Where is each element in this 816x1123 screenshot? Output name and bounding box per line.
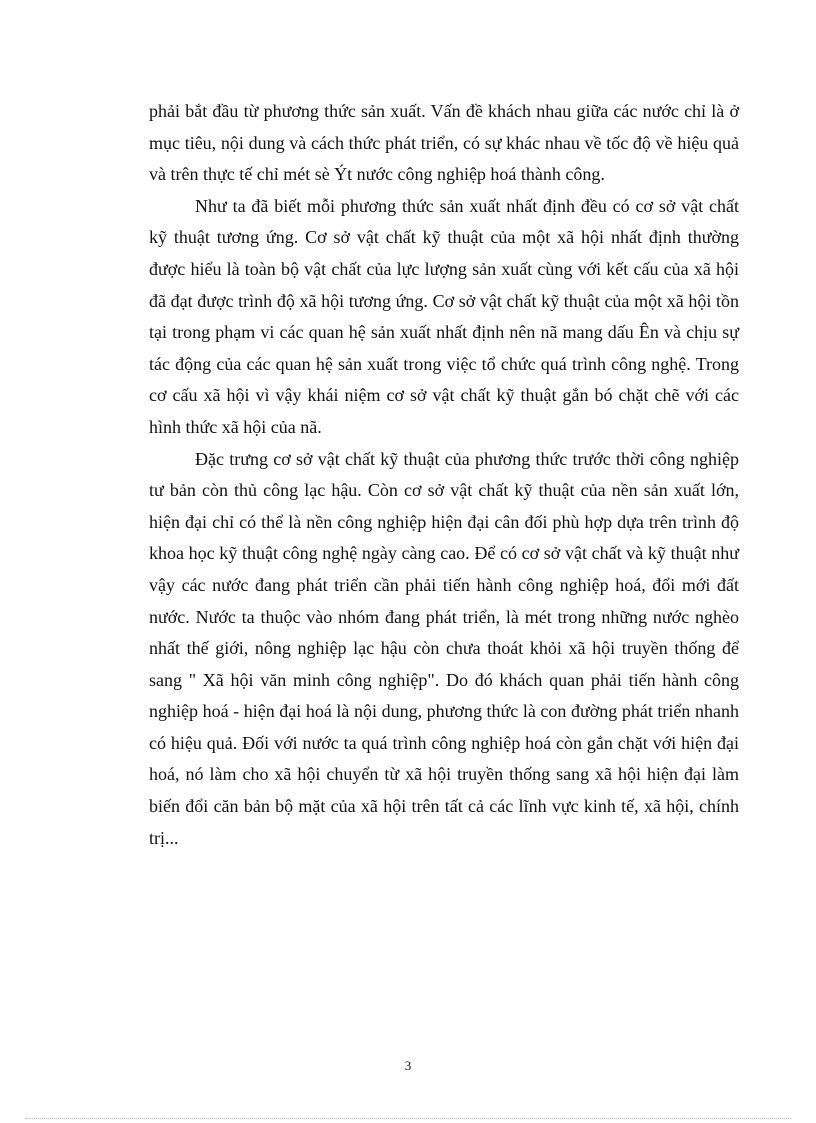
paragraph-continued: phải bắt đầu từ phương thức sản xuất. Vấn đề khách nhau giữa các nước chỉ là ở mục tiêu, nội dung và cách thức phát triển, có sự khác nhau về tốc độ về hiệu quả và trên thực tế chỉ mét sè Ýt nước công nghiệp hoá thành công. <box>149 101 739 185</box>
paragraph-characteristics: Đặc trưng cơ sở vật chất kỹ thuật của phương thức trước thời công nghiệp tư bản còn thủ công lạc hậu. Còn cơ sở vật chất kỹ thuật của nền sản xuất lớn, hiện đại chỉ có thể là nền công nghiệp hiện đại cân đối phù hợp dựa trên trình độ khoa học kỹ thuật công nghệ ngày càng cao. Để có cơ sở vật chất và kỹ thuật như vậy các nước đang phát triển cần phải tiến hành công nghiệp hoá, đổi mới đất nước. Nước ta thuộc vào nhóm đang phát triển, là mét trong những nước nghèo nhất thế giới, nông nghiệp lạc hậu còn chưa thoát khỏi xã hội truyền thống để sang " Xã hội văn minh công nghiệp". Do đó khách quan phải tiến hành công nghiệp hoá - hiện đại hoá là nội dung, phương thức là con đường phát triển nhanh có hiệu quả. Đối với nước ta quá trình công nghiệp hoá còn gắn chặt với hiện đại hoá, nó làm cho xã hội chuyển từ xã hội truyền thống sang xã hội hiện đại làm biến đổi căn bản bộ mặt của xã hội trên tất cả các lĩnh vực kinh tế, xã hội, chính trị... <box>149 448 739 848</box>
paragraph-material-technical-basis: Như ta đã biết mỗi phương thức sản xuất nhất định đều có cơ sở vật chất kỹ thuật tương ứng. Cơ sở vật chất kỹ thuật của một xã hội nhất định thường được hiểu là toàn bộ vật chất của lực lượng sản xuất cùng với kết cấu của xã hội đã đạt được trình độ xã hội tương ứng. Cơ sở vật chất kỹ thuật của một xã hội tồn tại trong phạm vi các quan hệ sản xuất nhất định nên nã mang dấu Ên và chịu sự tác động của các quan hệ sản xuất trong việc tổ chức quá trình công nghệ. Trong cơ cấu xã hội vì vậy khái niệm cơ sở vật chất kỹ thuật gắn bó chặt chẽ với các hình thức xã hội của nã. <box>149 195 739 437</box>
body-text <box>149 96 739 854</box>
page-bottom-divider <box>25 1118 791 1119</box>
page-number: 3 <box>404 1058 412 1073</box>
